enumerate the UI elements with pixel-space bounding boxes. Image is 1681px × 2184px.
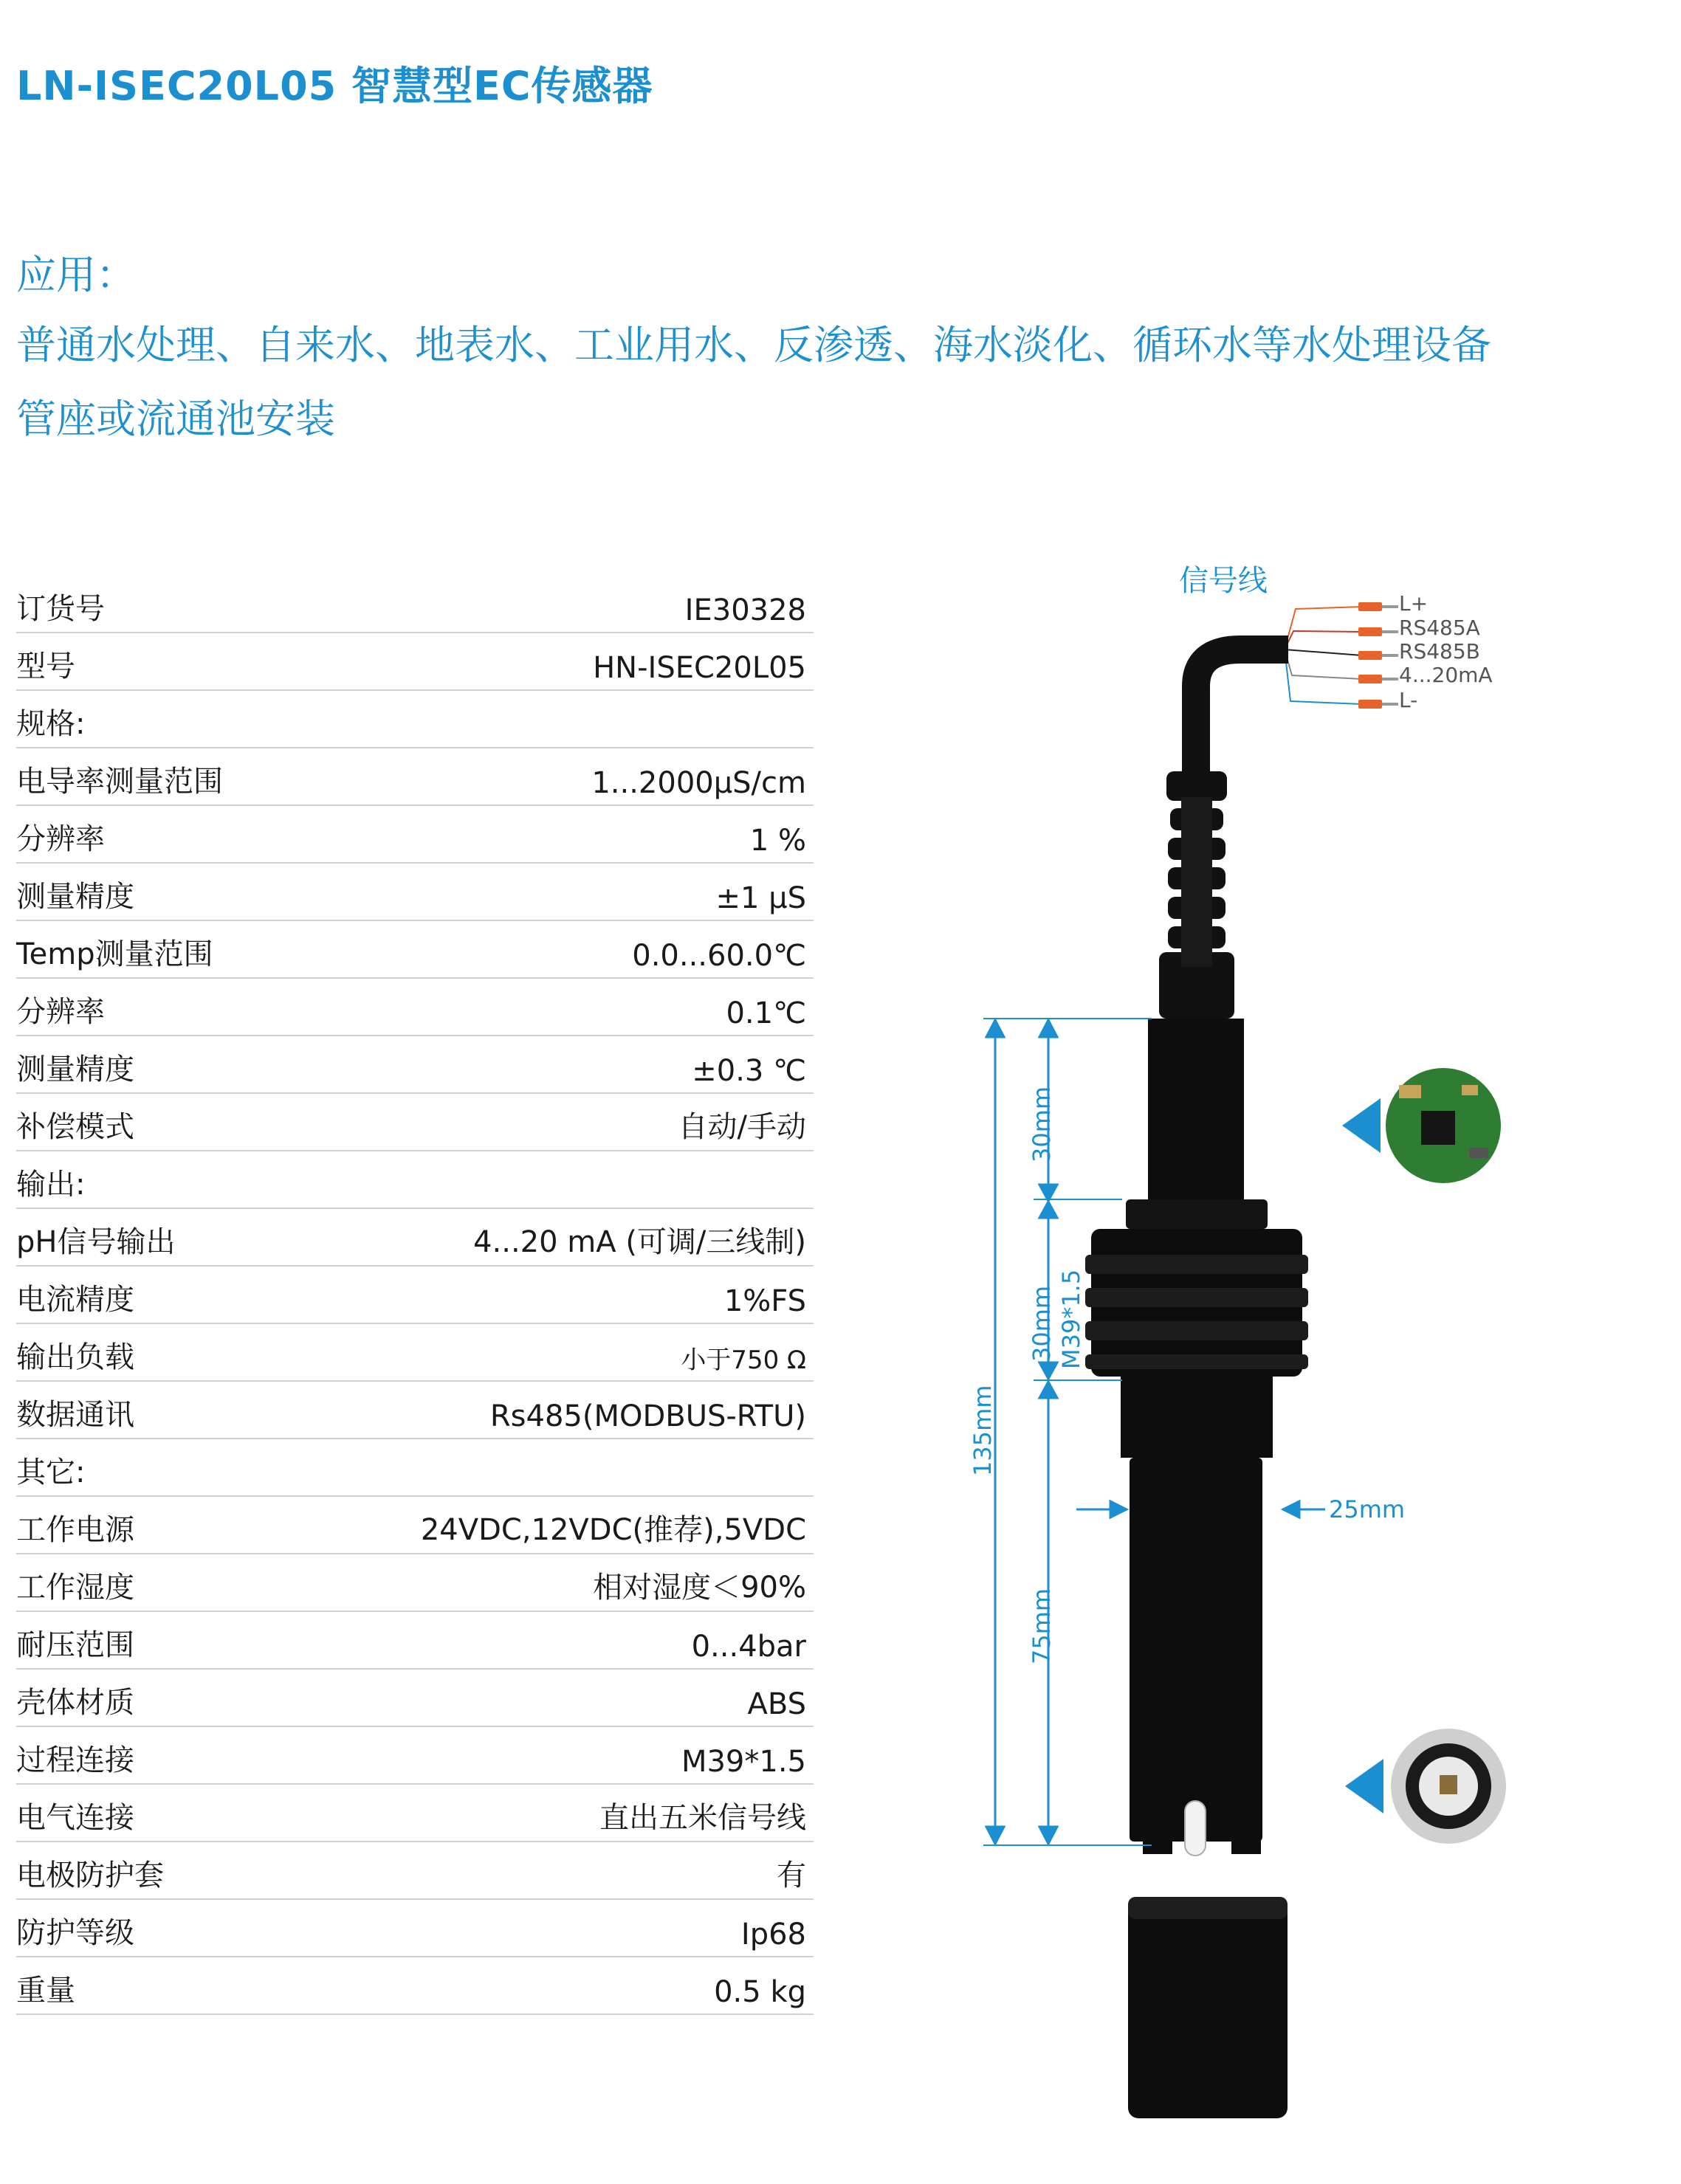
spec-label: 壳体材质 (16, 1686, 134, 1720)
spec-label: 订货号 (16, 592, 105, 626)
spec-value: 自动/手动 (678, 1110, 806, 1144)
spec-value: Rs485(MODBUS-RTU) (489, 1399, 806, 1433)
spec-label: 测量精度 (16, 1053, 134, 1086)
spec-label: 数据通讯 (16, 1398, 134, 1432)
thread-section (1085, 1229, 1308, 1377)
spec-label: Temp测量范围 (16, 937, 213, 971)
upper-body (1148, 1019, 1244, 1199)
dim-diameter: 25mm (1329, 1495, 1406, 1523)
electrode-tip-callout (1345, 1729, 1506, 1844)
dim-top-length: 30mm (1028, 1086, 1056, 1162)
glass-electrode (1185, 1801, 1206, 1856)
spec-label: 输出负载 (16, 1340, 134, 1374)
spec-value: M39*1.5 (681, 1745, 806, 1779)
spec-value: Ip68 (740, 1918, 806, 1952)
spec-value: 1%FS (723, 1284, 806, 1318)
spec-value: 相对湿度＜90% (593, 1571, 806, 1605)
spec-label: 电气连接 (16, 1801, 134, 1835)
wire-label-4-20ma: 4...20mA (1399, 663, 1493, 687)
signal-wires (1285, 607, 1362, 704)
application-line-2: 管座或流通池安装 (16, 396, 335, 442)
application-line-1: 普通水处理、自来水、地表水、工业用水、反渗透、海水淡化、循环水等水处理设备 (16, 322, 1491, 368)
wire-label-rs485b: RS485B (1399, 639, 1480, 664)
spec-value: ±1 μS (715, 881, 806, 915)
spec-value: IE30328 (684, 593, 806, 627)
spec-label: 输出: (16, 1168, 86, 1202)
spec-value: 0.5 kg (714, 1975, 806, 2009)
spec-label: 测量精度 (16, 880, 134, 914)
spec-value: 1 % (749, 824, 806, 858)
spec-label: 分辨率 (16, 995, 105, 1029)
spec-label: 耐压范围 (16, 1628, 134, 1662)
spec-value: 有 (777, 1859, 806, 1892)
wire-label-l-minus: L- (1399, 688, 1418, 712)
spec-value: 1...2000μS/cm (591, 766, 806, 800)
wire-label-l-plus: L+ (1399, 591, 1429, 616)
spec-label: 规格: (16, 707, 86, 741)
dim-bottom-length: 75mm (1028, 1588, 1056, 1664)
spec-value: 24VDC,12VDC(推荐),5VDC (420, 1513, 806, 1547)
application-heading: 应用： (16, 252, 136, 298)
spec-value: 直出五米信号线 (599, 1801, 806, 1835)
spec-value: ABS (747, 1687, 806, 1721)
spec-label: pH信号输出 (16, 1225, 176, 1259)
wire-tips (1358, 602, 1398, 709)
spec-value: 0.0...60.0℃ (632, 939, 806, 973)
wire-label-rs485a: RS485A (1399, 616, 1480, 640)
dim-mid-length: 30mm (1028, 1285, 1056, 1362)
pcb-callout (1342, 1068, 1501, 1183)
spec-label: 其它: (16, 1456, 86, 1489)
strain-relief (1159, 771, 1234, 1019)
signal-line-title: 信号线 (1179, 564, 1268, 598)
dim-thread: M39*1.5 (1057, 1269, 1085, 1369)
spec-label: 重量 (16, 1974, 75, 2008)
spec-label: 工作电源 (16, 1513, 134, 1547)
spec-value: 0.1℃ (726, 996, 806, 1030)
spec-value: 小于750 Ω (681, 1346, 806, 1375)
lower-body (1130, 1458, 1262, 1842)
dim-total-length: 135mm (969, 1385, 997, 1476)
spec-label: 防护等级 (16, 1916, 134, 1950)
spec-label: 分辨率 (16, 822, 105, 856)
spec-value: 0...4bar (691, 1630, 806, 1664)
spec-label: 过程连接 (16, 1743, 134, 1777)
page-title: LN-ISEC20L05 智慧型EC传感器 (16, 63, 653, 109)
spec-label: 电极防护套 (16, 1859, 164, 1892)
spec-label: 型号 (16, 650, 75, 683)
spec-label: 工作湿度 (16, 1571, 134, 1605)
protective-cap (1128, 1897, 1288, 2118)
spec-label: 电流精度 (16, 1283, 134, 1317)
spec-value: 4...20 mA (可调/三线制) (473, 1225, 806, 1259)
spec-value: ±0.3 ℃ (692, 1054, 806, 1088)
cable (1196, 650, 1288, 775)
spec-label: 补偿模式 (16, 1110, 134, 1144)
spec-value: HN-ISEC20L05 (593, 651, 806, 685)
spec-label: 电导率测量范围 (16, 765, 223, 799)
